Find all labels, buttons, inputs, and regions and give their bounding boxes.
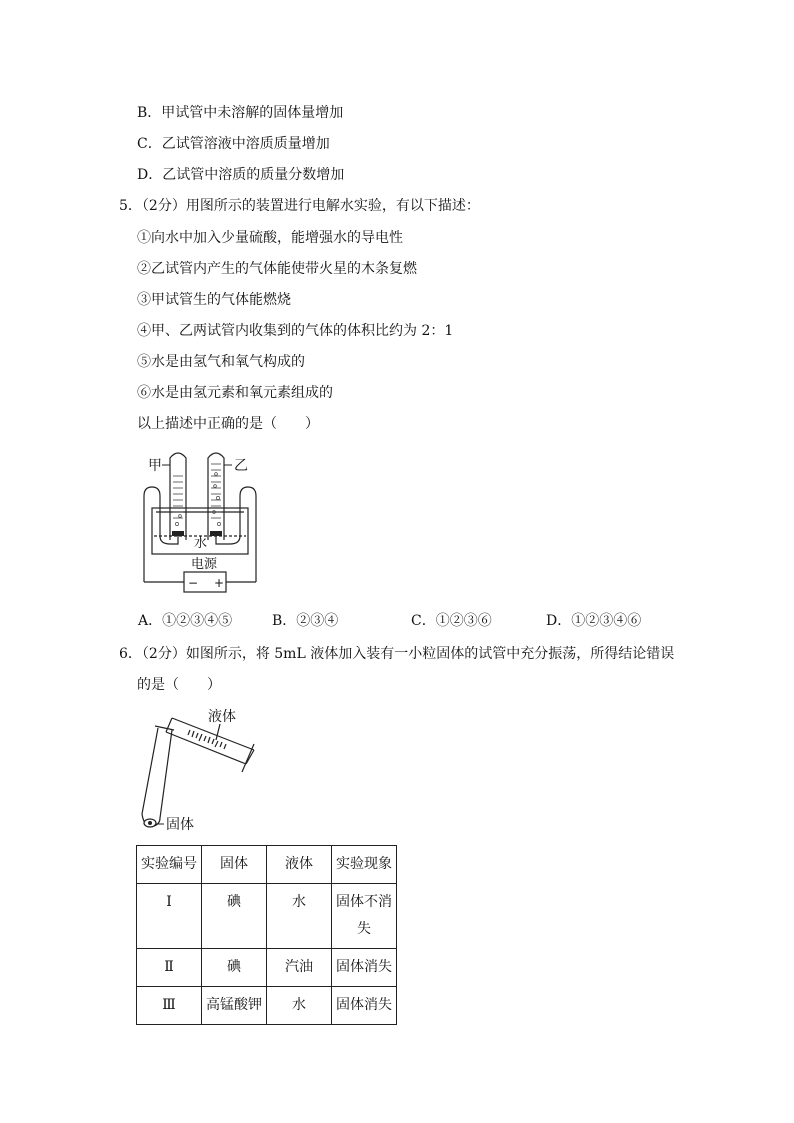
label-yi: 乙 bbox=[234, 458, 248, 474]
label-water: 水 bbox=[194, 536, 208, 551]
experiment-table bbox=[136, 845, 397, 1025]
header-cell: 固体 bbox=[202, 846, 267, 884]
label-liquid: 液体 bbox=[208, 709, 236, 725]
q4-option-c: C．乙试管溶液中溶质质量增加 bbox=[137, 136, 330, 152]
q4-option-b: B．甲试管中未溶解的固体量增加 bbox=[137, 105, 344, 121]
q5-option-d: D．①②③④⑥ bbox=[546, 613, 642, 629]
q5-item-4: ④甲、乙两试管内收集到的气体的体积比约为 2：1 bbox=[137, 323, 454, 339]
anode bbox=[210, 531, 222, 536]
q5-item-2: ②乙试管内产生的气体能使带火星的木条复燃 bbox=[137, 261, 417, 277]
q5-option-c: C．①②③⑥ bbox=[411, 613, 492, 629]
header-cell: 实验现象 bbox=[332, 846, 397, 884]
table-cell: 固体消失 bbox=[332, 949, 397, 987]
electrolysis-apparatus-figure bbox=[136, 446, 266, 596]
q5-item-5: ⑤水是由氢气和氧气构成的 bbox=[137, 354, 305, 370]
table-cell: 水 bbox=[267, 884, 332, 949]
cathode bbox=[172, 531, 184, 536]
table-cell: 高锰酸钾 bbox=[202, 987, 267, 1025]
q5-question: 以上描述中正确的是（ ） bbox=[137, 416, 319, 432]
table-row bbox=[137, 949, 397, 987]
table-cell: 水 bbox=[267, 987, 332, 1025]
q5-stem: 5．（2分）用图所示的装置进行电解水实验，有以下描述： bbox=[119, 198, 480, 214]
table-header-row bbox=[137, 846, 397, 884]
table-cell: 固体消失 bbox=[332, 987, 397, 1025]
q5-item-6: ⑥水是由氢元素和氧元素组成的 bbox=[137, 385, 333, 401]
pouring-liquid-figure bbox=[136, 706, 276, 836]
header-cell: 实验编号 bbox=[137, 846, 202, 884]
q5-item-1: ①向水中加入少量硫酸，能增强水的导电性 bbox=[137, 230, 403, 246]
table-cell: Ⅱ bbox=[137, 949, 202, 987]
q6-stem-line1: 6．（2分）如图所示，将 5mL 液体加入装有一小粒固体的试管中充分振荡，所得结论错误 bbox=[119, 646, 675, 662]
table-cell: 碘 bbox=[202, 884, 267, 949]
table-row bbox=[137, 884, 397, 949]
q5-option-a: A．①②③④⑤ bbox=[138, 613, 233, 629]
label-jia: 甲 bbox=[148, 458, 162, 474]
table-cell: 汽油 bbox=[267, 949, 332, 987]
plus-sign: + bbox=[214, 576, 225, 590]
table-cell: Ⅰ bbox=[137, 884, 202, 949]
header-cell: 液体 bbox=[267, 846, 332, 884]
label-power: 电源 bbox=[191, 557, 218, 572]
q5-item-3: ③甲试管生的气体能燃烧 bbox=[137, 292, 291, 308]
q5-option-b: B．②③④ bbox=[272, 613, 339, 629]
minus-sign: − bbox=[188, 576, 199, 590]
q4-option-d: D．乙试管中溶质的质量分数增加 bbox=[137, 167, 345, 183]
label-solid: 固体 bbox=[166, 817, 194, 833]
q6-stem-line2: 的是（ ） bbox=[137, 677, 221, 693]
table-cell: 碘 bbox=[202, 949, 267, 987]
table-cell: Ⅲ bbox=[137, 987, 202, 1025]
table-cell: 固体不消失 bbox=[332, 884, 397, 949]
table-row bbox=[137, 987, 397, 1025]
